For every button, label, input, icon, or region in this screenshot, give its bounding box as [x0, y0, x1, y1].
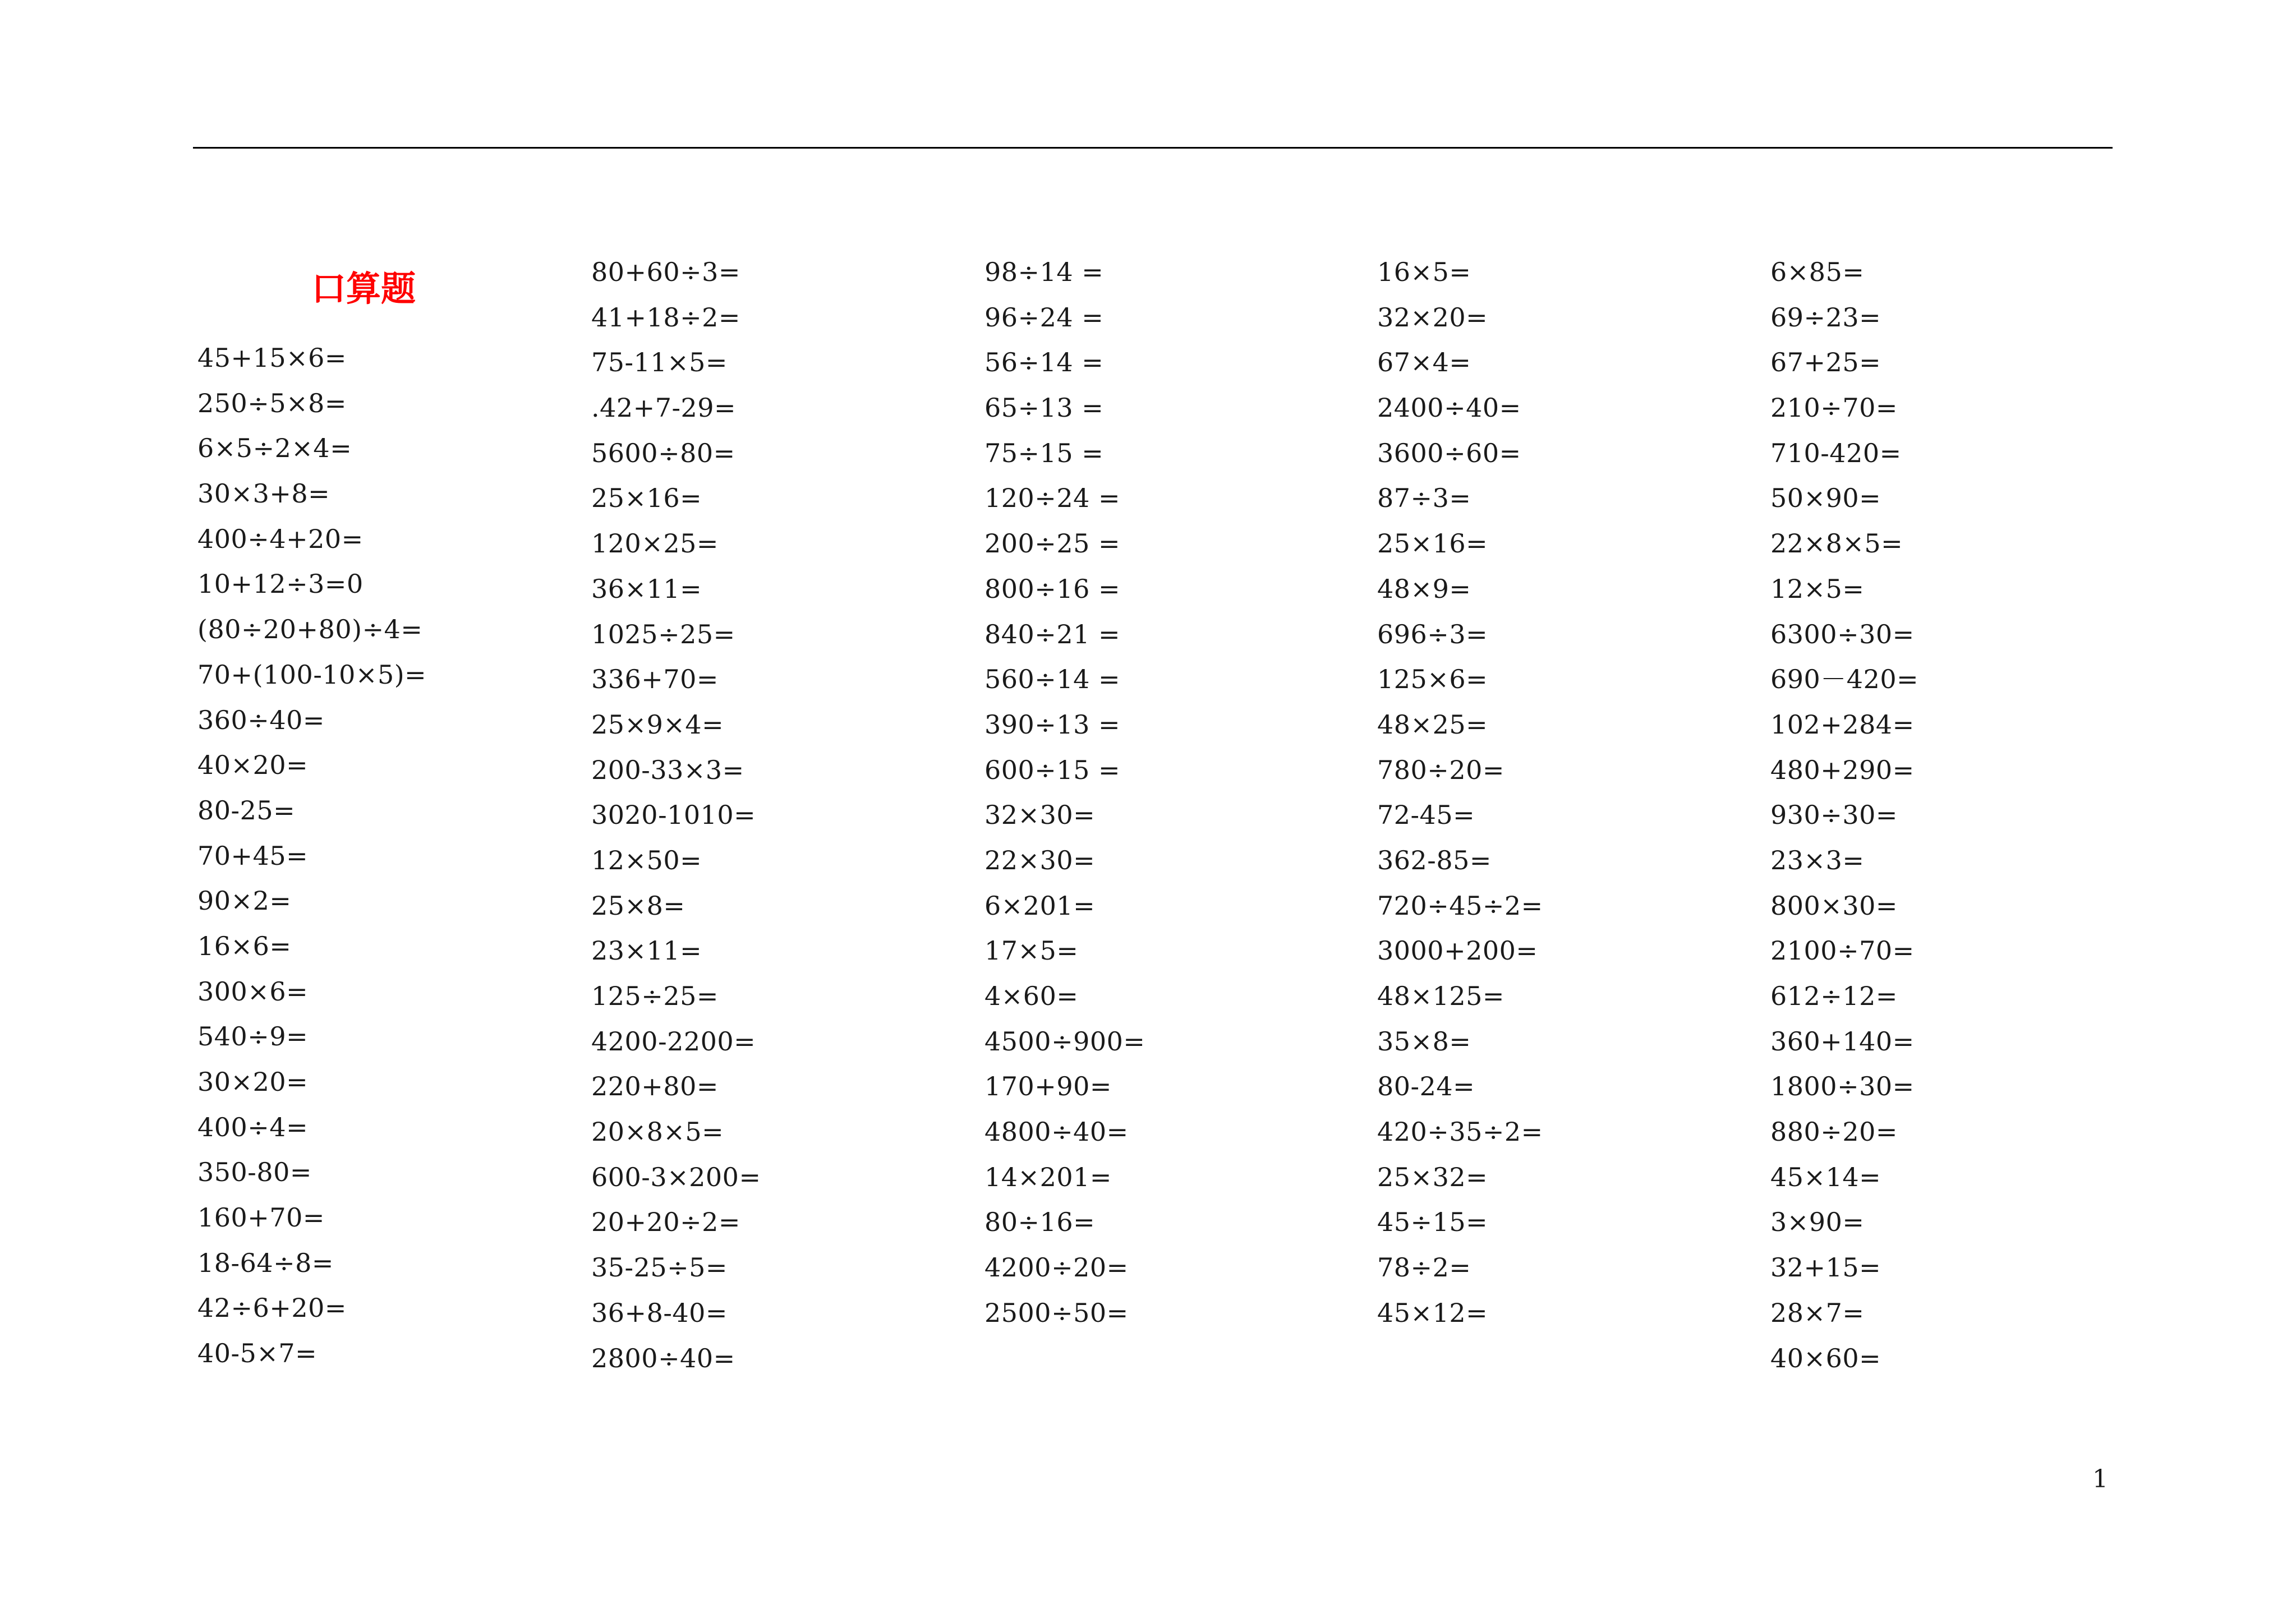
arithmetic-problem: 48×25= [1377, 709, 1488, 740]
arithmetic-problem: 400÷4= [197, 1112, 309, 1142]
arithmetic-problem: 80-24= [1377, 1071, 1475, 1102]
problem-column-3 [984, 250, 1145, 1336]
arithmetic-problem: 4×60= [984, 981, 1079, 1011]
arithmetic-problem: 16×5= [1377, 257, 1471, 287]
arithmetic-problem: 96÷24 = [984, 302, 1104, 333]
arithmetic-problem: 250÷5×8= [197, 388, 347, 418]
arithmetic-problem: 3000+200= [1377, 935, 1538, 966]
arithmetic-problem: 67×4= [1377, 347, 1471, 378]
problem-column-4 [1377, 250, 1543, 1336]
arithmetic-problem: 390÷13 = [984, 709, 1121, 740]
arithmetic-problem: 32×30= [984, 800, 1096, 831]
arithmetic-problem: 400÷4+20= [197, 523, 364, 554]
header-rule [193, 147, 2113, 149]
arithmetic-problem: 80÷16= [984, 1207, 1096, 1238]
arithmetic-problem: 65÷13 = [984, 393, 1104, 423]
arithmetic-problem: 4500÷900= [984, 1026, 1145, 1057]
arithmetic-problem: 350-80= [197, 1157, 312, 1188]
arithmetic-problem: 40×20= [197, 750, 309, 781]
arithmetic-problem: 120÷24 = [984, 483, 1121, 514]
arithmetic-problem: 120×25= [591, 528, 719, 559]
arithmetic-problem: 6300÷30= [1770, 619, 1915, 649]
arithmetic-problem: 50×90= [1770, 483, 1881, 514]
arithmetic-problem: 4800÷40= [984, 1117, 1129, 1147]
arithmetic-problem: 35-25÷5= [591, 1252, 728, 1283]
arithmetic-problem: 80-25= [197, 795, 296, 826]
arithmetic-problem: 220+80= [591, 1071, 719, 1102]
arithmetic-problem: 30×3+8= [197, 478, 330, 509]
arithmetic-problem: 540÷9= [197, 1021, 309, 1052]
arithmetic-problem: 25×16= [1377, 528, 1488, 559]
page-number: 1 [2092, 1465, 2108, 1493]
arithmetic-problem: 780÷20= [1377, 754, 1504, 785]
arithmetic-problem: 2400÷40= [1377, 393, 1521, 423]
arithmetic-problem: 710-420= [1770, 437, 1902, 468]
arithmetic-problem: 32×20= [1377, 302, 1488, 333]
arithmetic-problem: 36×11= [591, 573, 702, 604]
arithmetic-problem: 40×60= [1770, 1343, 1881, 1373]
arithmetic-problem: 45÷15= [1377, 1207, 1488, 1238]
arithmetic-problem: 42÷6+20= [197, 1293, 347, 1324]
problem-column-5 [1770, 250, 1918, 1381]
arithmetic-problem: 10+12÷3=0 [197, 569, 364, 600]
arithmetic-problem: 6×201= [984, 890, 1096, 921]
arithmetic-problem: 75-11×5= [591, 347, 728, 378]
arithmetic-problem: 25×16= [591, 483, 702, 514]
arithmetic-problem: 23×11= [591, 935, 702, 966]
arithmetic-problem: 4200÷20= [984, 1252, 1129, 1283]
arithmetic-problem: 612÷12= [1770, 981, 1898, 1011]
arithmetic-problem: 72-45= [1377, 800, 1475, 831]
arithmetic-problem: 102+284= [1770, 709, 1915, 740]
arithmetic-problem: 35×8= [1377, 1026, 1471, 1057]
arithmetic-problem: 2500÷50= [984, 1297, 1129, 1328]
arithmetic-problem: 25×32= [1377, 1161, 1488, 1192]
arithmetic-problem: 12×5= [1770, 573, 1865, 604]
arithmetic-problem: 70+45= [197, 840, 309, 871]
arithmetic-problem: 98÷14 = [984, 257, 1104, 287]
arithmetic-problem: 20+20÷2= [591, 1207, 740, 1238]
arithmetic-problem: 360÷40= [197, 704, 325, 735]
page-title: 口算题 [311, 268, 416, 309]
arithmetic-problem: 420÷35÷2= [1377, 1117, 1543, 1147]
arithmetic-problem: 336+70= [591, 664, 719, 695]
arithmetic-problem: 3600÷60= [1377, 437, 1521, 468]
arithmetic-problem: 720÷45÷2= [1377, 890, 1543, 921]
arithmetic-problem: 560÷14 = [984, 664, 1121, 695]
arithmetic-problem: 48×9= [1377, 573, 1471, 604]
arithmetic-problem: 2100÷70= [1770, 935, 1915, 966]
arithmetic-problem: 22×8×5= [1770, 528, 1903, 559]
arithmetic-problem: 4200-2200= [591, 1026, 756, 1057]
arithmetic-problem: 125÷25= [591, 981, 719, 1011]
arithmetic-problem: 25×8= [591, 890, 685, 921]
arithmetic-problem: 125×6= [1377, 664, 1488, 695]
arithmetic-problem: 67+25= [1770, 347, 1881, 378]
arithmetic-problem: 1800÷30= [1770, 1071, 1915, 1102]
problem-column-1 [197, 335, 426, 1376]
arithmetic-problem: 880÷20= [1770, 1117, 1898, 1147]
arithmetic-problem: 28×7= [1770, 1297, 1865, 1328]
arithmetic-problem: 69÷23= [1770, 302, 1881, 333]
arithmetic-problem: 800÷16 = [984, 573, 1121, 604]
arithmetic-problem: 690－420= [1770, 664, 1919, 695]
arithmetic-problem: 930÷30= [1770, 800, 1898, 831]
arithmetic-problem: 23×3= [1770, 845, 1865, 875]
arithmetic-problem: (80÷20+80)÷4= [197, 614, 423, 645]
arithmetic-problem: 41+18÷2= [591, 302, 740, 333]
arithmetic-problem: 5600÷80= [591, 437, 735, 468]
arithmetic-problem: 20×8×5= [591, 1117, 724, 1147]
arithmetic-problem: 3020-1010= [591, 800, 756, 831]
arithmetic-problem: 40-5×7= [197, 1338, 318, 1369]
arithmetic-problem: 1025÷25= [591, 619, 735, 649]
arithmetic-problem: 6×5÷2×4= [197, 433, 352, 464]
arithmetic-problem: 90×2= [197, 886, 292, 916]
arithmetic-problem: 300×6= [197, 976, 309, 1007]
arithmetic-problem: 16×6= [197, 930, 292, 961]
arithmetic-problem: 18-64÷8= [197, 1247, 334, 1278]
arithmetic-problem: 12×50= [591, 845, 702, 875]
arithmetic-problem: 14×201= [984, 1161, 1112, 1192]
arithmetic-problem: 200÷25 = [984, 528, 1121, 559]
arithmetic-problem: 800×30= [1770, 890, 1898, 921]
arithmetic-problem: 160+70= [197, 1202, 325, 1233]
arithmetic-problem: 360+140= [1770, 1026, 1915, 1057]
arithmetic-problem: 17×5= [984, 935, 1079, 966]
arithmetic-problem: 200-33×3= [591, 754, 744, 785]
arithmetic-problem: 3×90= [1770, 1207, 1865, 1238]
arithmetic-problem: 22×30= [984, 845, 1096, 875]
arithmetic-problem: .42+7-29= [591, 393, 737, 423]
arithmetic-problem: 25×9×4= [591, 709, 724, 740]
arithmetic-problem: 170+90= [984, 1071, 1112, 1102]
problem-column-2 [591, 250, 761, 1381]
arithmetic-problem: 36+8-40= [591, 1297, 728, 1328]
arithmetic-problem: 80+60÷3= [591, 257, 740, 287]
arithmetic-problem: 30×20= [197, 1067, 309, 1097]
arithmetic-problem: 56÷14 = [984, 347, 1104, 378]
arithmetic-problem: 75÷15 = [984, 437, 1104, 468]
arithmetic-problem: 6×85= [1770, 257, 1865, 287]
arithmetic-problem: 70+(100-10×5)= [197, 659, 427, 690]
arithmetic-problem: 210÷70= [1770, 393, 1898, 423]
arithmetic-problem: 48×125= [1377, 981, 1504, 1011]
arithmetic-problem: 78÷2= [1377, 1252, 1471, 1283]
arithmetic-problem: 45×12= [1377, 1297, 1488, 1328]
arithmetic-problem: 45+15×6= [197, 343, 347, 373]
arithmetic-problem: 600-3×200= [591, 1161, 761, 1192]
arithmetic-problem: 87÷3= [1377, 483, 1471, 514]
arithmetic-problem: 480+290= [1770, 754, 1915, 785]
arithmetic-problem: 2800÷40= [591, 1343, 735, 1373]
arithmetic-problem: 600÷15 = [984, 754, 1121, 785]
arithmetic-problem: 696÷3= [1377, 619, 1488, 649]
arithmetic-problem: 362-85= [1377, 845, 1492, 875]
arithmetic-problem: 45×14= [1770, 1161, 1881, 1192]
arithmetic-problem: 32+15= [1770, 1252, 1881, 1283]
arithmetic-problem: 840÷21 = [984, 619, 1121, 649]
